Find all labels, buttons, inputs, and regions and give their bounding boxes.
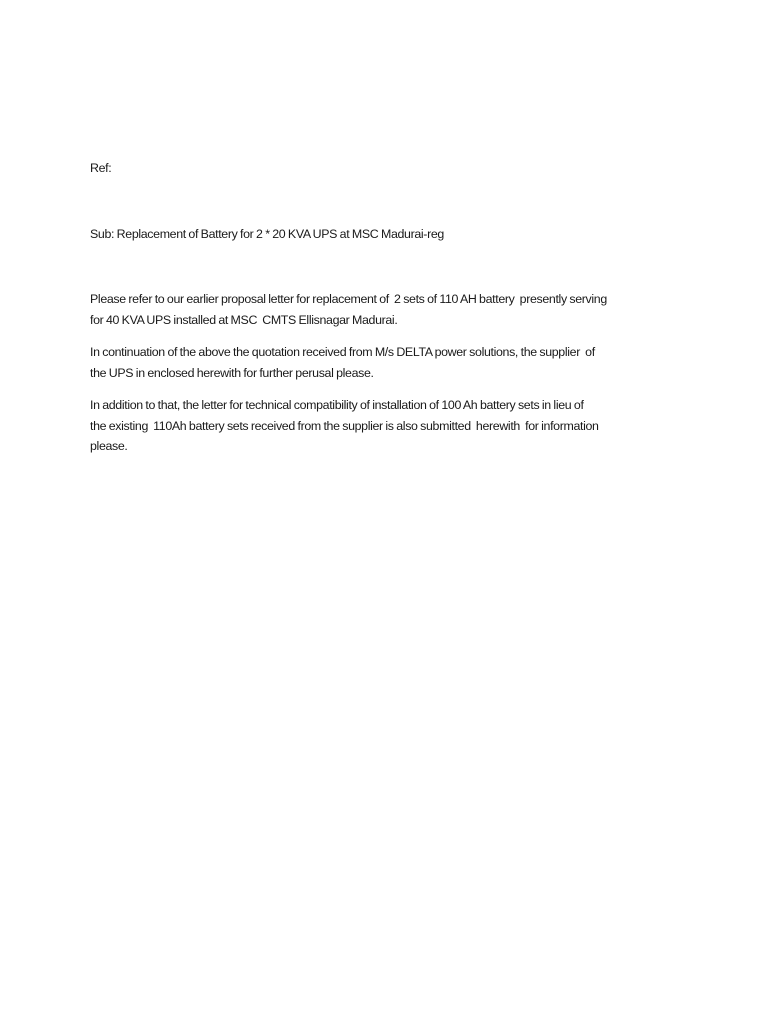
body-paragraph-2: In continuation of the above the quotation received from M/s DELTA power solutions, the supplier of the UPS in enclosed herewith for further perusal please. — [90, 345, 595, 380]
body-paragraph-3: In addition to that, the letter for technical compatibility of installation of 100 Ah battery sets in lieu of the existing 110Ah battery sets received from the supplier is also submitted herewith for information please. — [90, 398, 599, 453]
reference-line: Ref: — [90, 161, 112, 175]
subject-line: Sub: Replacement of Battery for 2 * 20 KVA UPS at MSC Madurai-reg — [90, 227, 444, 241]
body-paragraph-1: Please refer to our earlier proposal letter for replacement of 2 sets of 110 AH battery presently serving for 40 KVA UPS installed at MSC CMTS Ellisnagar Madurai. — [90, 292, 607, 327]
